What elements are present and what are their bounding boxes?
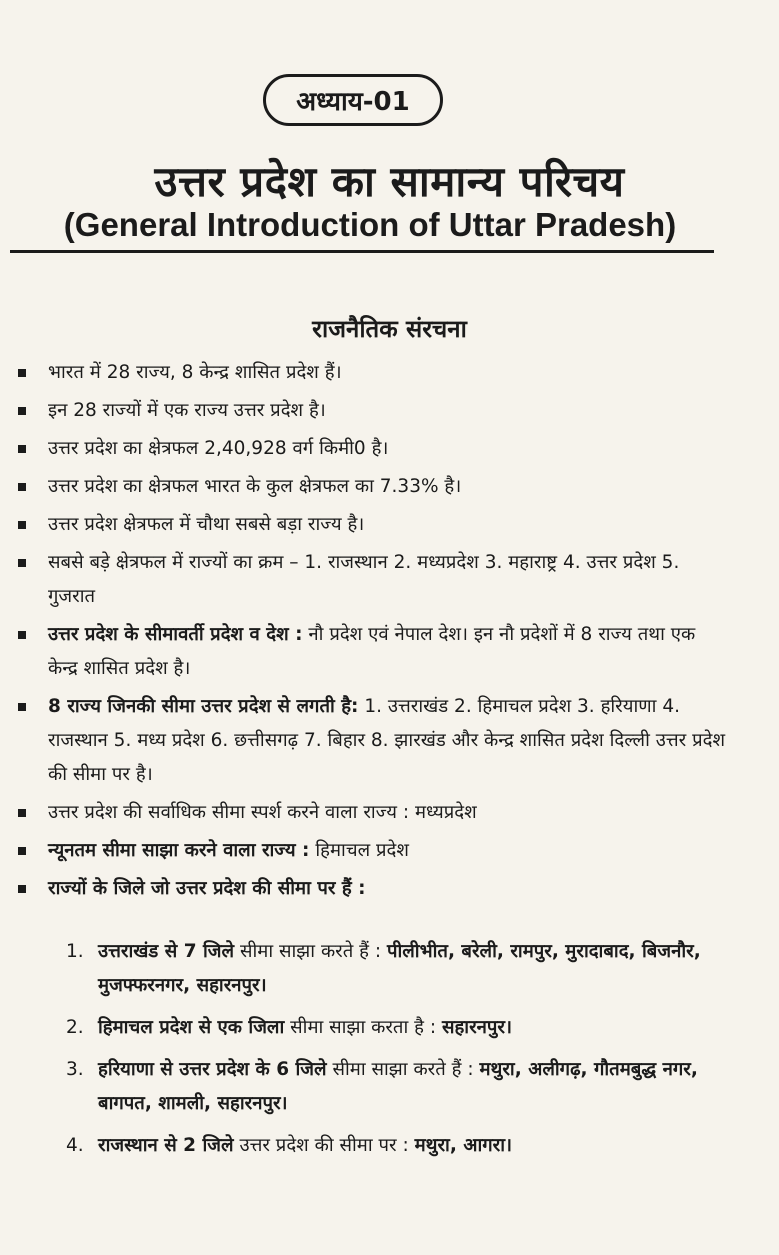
- section-heading: राजनैतिक संरचना: [312, 315, 467, 343]
- list-item: [14, 394, 726, 428]
- list-item: [14, 356, 726, 390]
- item-lead: राजस्थान से 2 जिले: [98, 1135, 234, 1156]
- item-lead: हरियाणा से उत्तर प्रदेश के 6 जिले: [98, 1059, 327, 1080]
- list-item: [14, 508, 726, 542]
- bullet-icon: [18, 703, 26, 711]
- bullet-icon: [18, 483, 26, 491]
- numbered-item: [60, 1129, 732, 1163]
- bullet-icon: [18, 809, 26, 817]
- item-number: 2.: [66, 1017, 84, 1038]
- item-lead: न्यूनतम सीमा साझा करने वाला राज्य :: [48, 840, 310, 861]
- numbered-list: [60, 935, 732, 1171]
- bullet-icon: [18, 885, 26, 893]
- list-item: [14, 796, 726, 830]
- numbered-item: [60, 1053, 732, 1121]
- list-item: [14, 432, 726, 466]
- list-item: [14, 470, 726, 504]
- list-item: [14, 546, 726, 614]
- item-lead: उत्तर प्रदेश के सीमावर्ती प्रदेश व देश :: [48, 624, 303, 645]
- numbered-item: [60, 935, 732, 1003]
- list-item: [14, 872, 726, 906]
- item-text: नौ प्रदेश एवं नेपाल देश। इन नौ प्रदेशों में 8 राज्य तथा एक केन्द्र शासित प्रदेश है।: [48, 624, 696, 679]
- item-text: उत्तर प्रदेश का क्षेत्रफल भारत के कुल क्षेत्रफल का 7.33% है।: [48, 476, 462, 497]
- list-item: [14, 618, 726, 686]
- item-text: सीमा साझा करते हैं :: [326, 1059, 480, 1080]
- item-text: उत्तर प्रदेश की सर्वाधिक सीमा स्पर्श करने वाला राज्य : मध्यप्रदेश: [48, 802, 477, 823]
- item-number: 3.: [66, 1059, 84, 1080]
- item-lead: उत्तराखंड से 7 जिले: [98, 941, 235, 962]
- bullet-icon: [18, 847, 26, 855]
- item-lead: 8 राज्य जिनकी सीमा उत्तर प्रदेश से लगती है:: [48, 696, 359, 717]
- item-text: सबसे बड़े क्षेत्रफल में राज्यों का क्रम – 1. राजस्थान 2. मध्यप्रदेश 3. महाराष्ट्र 4. उत्तर प्रदेश 5. गुजरात: [48, 552, 680, 607]
- bullet-icon: [18, 559, 26, 567]
- item-lead: हिमाचल प्रदेश से एक जिला: [98, 1017, 285, 1038]
- item-lead: राज्यों के जिले जो उत्तर प्रदेश की सीमा पर हैं :: [48, 878, 366, 899]
- bullet-list: [14, 356, 726, 910]
- chapter-label: अध्याय-01: [263, 74, 443, 126]
- item-text: भारत में 28 राज्य, 8 केन्द्र शासित प्रदेश हैं।: [48, 362, 342, 383]
- numbered-item: [60, 1011, 732, 1045]
- bullet-icon: [18, 445, 26, 453]
- item-number: 4.: [66, 1135, 84, 1156]
- item-text: इन 28 राज्यों में एक राज्य उत्तर प्रदेश है।: [48, 400, 326, 421]
- item-number: 1.: [66, 941, 84, 962]
- item-text: उत्तर प्रदेश क्षेत्रफल में चौथा सबसे बड़ा राज्य है।: [48, 514, 365, 535]
- page-title-hindi: उत्तर प्रदेश का सामान्य परिचय: [154, 157, 625, 206]
- bullet-icon: [18, 631, 26, 639]
- item-text: उत्तर प्रदेश का क्षेत्रफल 2,40,928 वर्ग किमी0 है।: [48, 438, 389, 459]
- page-title-english: (General Introduction of Uttar Pradesh): [63, 206, 677, 243]
- item-text: सीमा साझा करते हैं :: [234, 941, 387, 962]
- item-text: हिमाचल प्रदेश: [309, 840, 409, 861]
- item-districts: मथुरा, अलीगढ़, गौतमबुद्ध नगर, बागपत, शामली, सहारनपुर।: [98, 1059, 698, 1114]
- bullet-icon: [18, 369, 26, 377]
- item-text: उत्तर प्रदेश की सीमा पर :: [233, 1135, 415, 1156]
- bullet-icon: [18, 407, 26, 415]
- bullet-icon: [18, 521, 26, 529]
- item-districts: सहारनपुर।: [441, 1017, 512, 1038]
- list-item: [14, 690, 726, 792]
- title-divider: [10, 250, 714, 253]
- item-text: सीमा साझा करता है :: [284, 1017, 442, 1038]
- item-districts: मथुरा, आगरा।: [414, 1135, 513, 1156]
- list-item: [14, 834, 726, 868]
- item-districts: पीलीभीत, बरेली, रामपुर, मुरादाबाद, बिजनौर, मुजफ्फरनगर, सहारनपुर।: [98, 941, 701, 996]
- item-text: 1. उत्तराखंड 2. हिमाचल प्रदेश 3. हरियाणा 4. राजस्थान 5. मध्य प्रदेश 6. छत्तीसगढ़ 7. बिहार 8. झारखंड और केन्द्र शासित प्रदेश दिल्ली उत्तर प्रदेश की सीमा पर है।: [48, 696, 726, 785]
